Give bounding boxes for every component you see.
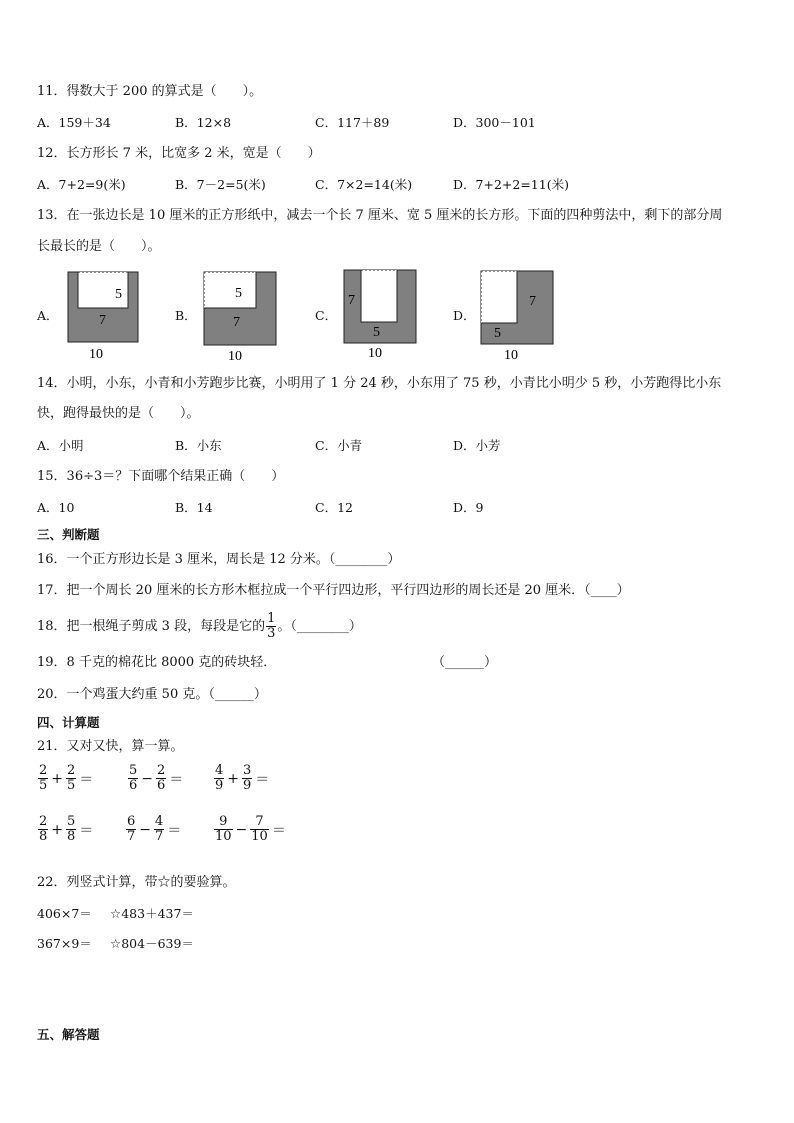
q13-d-cut-length: 7 xyxy=(529,294,536,309)
q21-expr-4 xyxy=(37,815,95,844)
q13-c-cut-length: 7 xyxy=(348,293,355,308)
q21-e1-b-num: 2 xyxy=(67,763,76,778)
q21-e4-b-den: 8 xyxy=(67,829,76,844)
q19-blank: （______） xyxy=(432,655,498,670)
q18-frac-denominator: 3 xyxy=(267,626,276,641)
q21-e3-op: + xyxy=(227,770,240,787)
q21-e6-op: − xyxy=(235,821,248,838)
q12-stem: 12．长方形长 7 米，比宽多 2 米，宽是（ ） xyxy=(37,146,321,161)
q16-text: 16．一个正方形边长是 3 厘米，周长是 12 分米。（________） xyxy=(37,552,401,567)
q21-e2-op: − xyxy=(141,770,154,787)
q21-e6-b-num: 7 xyxy=(250,815,269,830)
section-3-heading: 三、判断题 xyxy=(37,527,100,542)
q17-text: 17．把一个周长 20 厘米的长方形木框拉成一个平行四边形，平行四边形的周长还是 20 厘米．（____） xyxy=(37,583,630,598)
q21-expr-6 xyxy=(213,815,288,844)
q11-option-b: B．12×8 xyxy=(175,115,232,130)
q13-figure-d-label: D． xyxy=(453,308,476,323)
q21-e3-eq: ＝ xyxy=(255,771,270,788)
q13-figure-a-label: A． xyxy=(37,308,59,323)
q21-e1-a-num: 2 xyxy=(39,763,48,778)
q22-item-3: 367×9＝ xyxy=(37,936,92,951)
q21-e3-a-num: 4 xyxy=(215,763,224,778)
q21-expr-3 xyxy=(213,764,271,793)
q21-e1-a-den: 5 xyxy=(39,778,48,793)
q15-option-b: B．14 xyxy=(175,500,213,515)
q21-e3-a-den: 9 xyxy=(215,778,224,793)
q13-b-cut-width: 5 xyxy=(235,286,242,301)
q13-c-cut-width: 5 xyxy=(373,325,380,340)
q13-figure-a xyxy=(68,272,138,362)
q18-fraction xyxy=(266,612,276,641)
q22-item-4: ☆804－639＝ xyxy=(110,936,194,951)
q21-e6-eq: ＝ xyxy=(271,822,286,839)
q13-figure-c xyxy=(344,270,416,361)
q13-b-cut-length: 7 xyxy=(233,315,240,330)
q21-e5-a-num: 6 xyxy=(127,814,136,829)
q12-option-d: D．7+2+2=11(米) xyxy=(453,177,569,192)
q21-stem: 21．又对又快，算一算。 xyxy=(37,739,184,754)
q21-e3-b-den: 9 xyxy=(243,778,252,793)
section-4-heading: 四、计算题 xyxy=(37,715,100,730)
q21-e6-b-den: 10 xyxy=(251,829,268,844)
section-5-heading: 五、解答题 xyxy=(37,1027,100,1042)
q13-stem-line2: 长最长的是（ ）。 xyxy=(37,239,161,254)
q18-after: 。（________） xyxy=(277,619,362,634)
q15-option-c: C．12 xyxy=(315,500,353,515)
q21-e4-eq: ＝ xyxy=(79,822,94,839)
q21-e4-op: + xyxy=(51,821,64,838)
q13-b-side: 10 xyxy=(228,349,242,364)
q13-figure-b-label: B． xyxy=(175,308,197,323)
q11-option-a: A．159＋34 xyxy=(37,115,111,130)
q21-e2-a-den: 6 xyxy=(129,778,138,793)
q11-option-c: C．117＋89 xyxy=(315,115,390,130)
q21-e4-b-num: 5 xyxy=(67,814,76,829)
q21-e5-b-num: 4 xyxy=(155,814,164,829)
q12-option-a: A．7+2=9(米) xyxy=(37,177,126,192)
q14-option-a: A．小明 xyxy=(37,438,84,453)
q21-e5-eq: ＝ xyxy=(167,822,182,839)
q13-a-cut-length: 7 xyxy=(99,313,106,328)
q11-stem: 11．得数大于 200 的算式是（ ）。 xyxy=(37,84,263,99)
q14-stem-line2: 快，跑得最快的是（ ）。 xyxy=(37,406,200,421)
q21-e4-a-num: 2 xyxy=(39,814,48,829)
q21-e5-op: − xyxy=(139,821,152,838)
q21-e6-a-num: 9 xyxy=(214,815,233,830)
q15-stem: 15．36÷3＝？下面哪个结果正确（ ） xyxy=(37,469,285,484)
q21-e2-a-num: 5 xyxy=(129,763,138,778)
q20-text: 20．一个鸡蛋大约重 50 克。（______） xyxy=(37,687,267,702)
q13-figure-d xyxy=(481,271,553,363)
q22-stem: 22．列竖式计算，带☆的要验算。 xyxy=(37,875,236,890)
q18 xyxy=(37,612,362,641)
q13-d-side: 10 xyxy=(504,348,518,363)
q21-e3-b-num: 3 xyxy=(243,763,252,778)
q21-e1-op: + xyxy=(51,770,64,787)
q21-e5-a-den: 7 xyxy=(127,829,136,844)
q11-option-d: D．300－101 xyxy=(453,115,536,130)
q12-option-c: C．7×2=14(米) xyxy=(315,177,413,192)
q21-e6-a-den: 10 xyxy=(215,829,232,844)
q13-a-side: 10 xyxy=(89,347,103,362)
q21-e4-a-den: 8 xyxy=(39,829,48,844)
q13-d-cut-width: 5 xyxy=(494,326,501,341)
q14-stem-line1: 14．小明，小东，小青和小芳跑步比赛，小明用了 1 分 24 秒，小东用了 75 秒，小青比小明少 5 秒，小芳跑得比小东 xyxy=(37,376,722,391)
q22-item-2: ☆483＋437＝ xyxy=(110,906,194,921)
q13-stem-line1: 13．在一张边长是 10 厘米的正方形纸中，减去一个长 7 厘米、宽 5 厘米的长方形。下面的四种剪法中，剩下的部分周 xyxy=(37,208,723,223)
q22-item-1: 406×7＝ xyxy=(37,906,92,921)
q13-figure-b xyxy=(204,272,276,364)
q15-option-a: A．10 xyxy=(37,500,75,515)
q21-e5-b-den: 7 xyxy=(155,829,164,844)
q14-option-b: B．小东 xyxy=(175,438,222,453)
q18-frac-numerator: 1 xyxy=(267,611,276,626)
q21-e1-eq: ＝ xyxy=(79,771,94,788)
q13-a-cut-width: 5 xyxy=(115,287,122,302)
q21-expr-5 xyxy=(125,815,183,844)
q15-option-d: D．9 xyxy=(453,500,484,515)
q14-option-c: C．小青 xyxy=(315,438,363,453)
q13-figures xyxy=(0,0,794,380)
q21-e2-eq: ＝ xyxy=(169,771,184,788)
q13-figure-c-label: C． xyxy=(315,308,338,323)
q14-option-d: D．小芳 xyxy=(453,438,501,453)
q12-option-b: B．7－2=5(米) xyxy=(175,177,266,192)
q21-e2-b-num: 2 xyxy=(157,763,166,778)
q13-c-side: 10 xyxy=(368,346,382,361)
q21-e2-b-den: 6 xyxy=(157,778,166,793)
q21-expr-1 xyxy=(37,764,95,793)
q19-text: 19．8 千克的棉花比 8000 克的砖块轻． xyxy=(37,655,277,670)
q18-before: 18．把一根绳子剪成 3 段，每段是它的 xyxy=(37,619,266,634)
q21-expr-2 xyxy=(127,764,185,793)
q21-e1-b-den: 5 xyxy=(67,778,76,793)
